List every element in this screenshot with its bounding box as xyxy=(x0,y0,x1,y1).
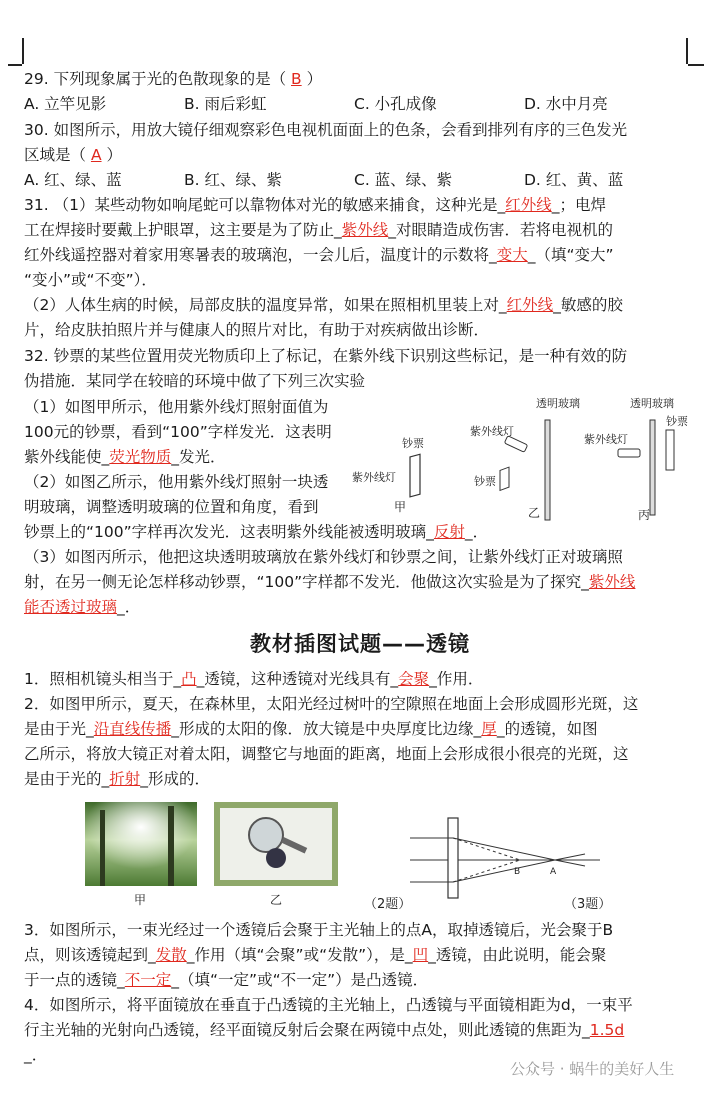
q31-line: 31. （1）某些动物如响尾蛇可以靠物体对光的敏感来捕食，这种光是_红外线_；电焊 xyxy=(24,196,606,214)
lens-q3: 点，则该透镜起到_发散_作用（填“会聚”或“发散”），是_凹_透镜，由此说明，能会聚 xyxy=(24,946,607,964)
figure-label: 透明玻璃 xyxy=(536,397,580,410)
banknote-shape xyxy=(666,430,674,470)
crop-mark xyxy=(22,38,24,64)
figure-caption: （3题） xyxy=(564,897,612,912)
figure-caption: 乙 xyxy=(270,893,283,907)
q31-line: “变小”或“不变”）． xyxy=(24,271,157,289)
q32-line: （3）如图丙所示，他把这块透明玻璃放在紫外线灯和钞票之间，让紫外线灯正对玻璃照 xyxy=(24,548,623,566)
q32-line: 32. 钞票的某些位置用荧光物质印上了标记，在紫外线下识别这些标记，是一种有效的防 xyxy=(24,347,628,365)
q32-line: 能否透过玻璃_． xyxy=(24,598,141,616)
figure-label: 紫外线灯 xyxy=(470,425,514,438)
lens-figures xyxy=(80,800,700,915)
q30-stem: 30. 如图所示，用放大镜仔细观察彩色电视机面面上的色条，会看到排列有序的三色发光 xyxy=(24,121,628,139)
figure-caption: （2题） xyxy=(364,897,412,912)
crop-mark xyxy=(688,64,704,66)
uv-lamp-shape xyxy=(618,449,640,457)
q29-answer: B xyxy=(291,70,302,88)
figure-bing xyxy=(584,396,688,522)
lens-ray-diagram xyxy=(410,818,600,898)
q30-options: A. 红、绿、蓝 B. 红、绿、紫 C. 蓝、绿、紫 D. 红、黄、蓝 xyxy=(24,171,624,189)
watermark: 公众号 · 蜗牛的美好人生 xyxy=(510,1060,675,1078)
lens-q2: 乙所示，将放大镜正对着太阳，调整它与地面的距离，地面上会形成很小很亮的光斑，这 xyxy=(24,745,629,763)
lens-q2: 2．如图甲所示，夏天，在森林里，太阳光经过树叶的空隙照在地面上会形成圆形光斑，这 xyxy=(24,695,639,713)
q31-line: 红外线遥控器对着家用寒暑表的玻璃泡，一会儿后，温度计的示数将_变大_（填“变大” xyxy=(24,246,614,264)
figure-caption: 丙 xyxy=(638,508,651,522)
lens-q2: 是由于光_沿直线传播_形成的太阳的像．放大镜是中央厚度比边缘_厚_的透镜，如图 xyxy=(24,720,598,738)
figure-jia xyxy=(352,436,424,514)
crop-mark xyxy=(8,64,22,66)
q32-line: 明玻璃，调整透明玻璃的位置和角度，看到 xyxy=(24,498,319,516)
figure-label: 紫外线灯 xyxy=(584,433,628,446)
lens-q3: 3．如图所示，一束光经过一个透镜后会聚于主光轴上的点A，取掉透镜后，光会聚于B xyxy=(24,921,614,939)
figure-caption: 乙 xyxy=(528,506,541,520)
figure-yi xyxy=(470,396,580,520)
uv-experiment-figure xyxy=(350,395,695,525)
figure-label: 紫外线灯 xyxy=(352,471,396,484)
q30-answer: A xyxy=(90,146,102,164)
q32-line: 100元的钞票，看到“100”字样发光．这表明 xyxy=(24,423,332,441)
point-a-label: A xyxy=(550,867,557,877)
figure-caption: 甲 xyxy=(394,500,407,514)
q31-line: 片，给皮肤拍照片并与健康人的照片对比，有助于对疾病做出诊断． xyxy=(24,321,490,339)
q31-line: （2）人体生病的时候，局部皮肤的温度异常，如果在照相机里装上对_红外线_敏感的胶 xyxy=(24,296,623,314)
lens-q3: 于一点的透镜_不一定_（填“一定”或“不一定”）是凸透镜． xyxy=(24,971,429,989)
uv-lamp-shape xyxy=(504,436,527,453)
section-title: 教材插图试题——透镜 xyxy=(250,632,470,656)
q29-stem: 29. 下列现象属于光的色散现象的是（ B ） xyxy=(24,70,323,88)
q32-line: （2）如图乙所示，他用紫外线灯照射一块透 xyxy=(24,473,329,491)
figure-label: 钞票 xyxy=(474,475,496,488)
glass-shape xyxy=(650,420,655,515)
lens-q4: 4．如图所示，将平面镜放在垂直于凸透镜的主光轴上，凸透镜与平面镜相距为d，一束平 xyxy=(24,996,633,1014)
figure-caption: 甲 xyxy=(134,893,147,907)
magnifier-photo xyxy=(214,802,338,907)
q29-options: A. 立竿见影 B. 雨后彩虹 C. 小孔成像 D. 水中月亮 xyxy=(24,95,608,113)
q32-line: 钞票上的“100”字样再次发光．这表明紫外线能被透明玻璃_反射_． xyxy=(24,523,489,541)
q32-line: 紫外线能使_荧光物质_发光． xyxy=(24,448,226,466)
lens-q4: 行主光轴的光射向凸透镜，经平面镜反射后会聚在两镜中点处，则此透镜的焦距为_1.5d xyxy=(24,1021,625,1039)
figure-label: 钞票 xyxy=(402,437,424,450)
lens-q4: _． xyxy=(24,1046,48,1064)
banknote-shape xyxy=(410,454,420,497)
q30-stem-2: 区域是（ A ） xyxy=(24,146,122,164)
forest-photo xyxy=(85,802,197,907)
q31-line: 工在焊接时要戴上护眼罩，这主要是为了防止_紫外线_对眼睛造成伤害．若将电视机的 xyxy=(24,221,614,239)
crop-mark xyxy=(686,38,688,64)
figure-label: 钞票 xyxy=(666,415,688,428)
q32-line: 射，在另一侧无论怎样移动钞票，“100”字样都不发光．他做这次实验是为了探究_紫外线 xyxy=(24,573,636,591)
q32-line: 伪措施．某同学在较暗的环境中做了下列三次实验 xyxy=(24,372,366,390)
q32-line: （1）如图甲所示，他用紫外线灯照射面值为 xyxy=(24,398,329,416)
lens-q1: 1．照相机镜头相当于_凸_透镜，这种透镜对光线具有_会聚_作用． xyxy=(24,670,484,688)
point-b-label: B xyxy=(514,867,521,877)
lens-q2: 是由于光的_折射_形成的． xyxy=(24,770,211,788)
figure-label: 透明玻璃 xyxy=(630,397,674,410)
banknote-shape xyxy=(500,467,509,490)
glass-shape xyxy=(545,420,550,520)
